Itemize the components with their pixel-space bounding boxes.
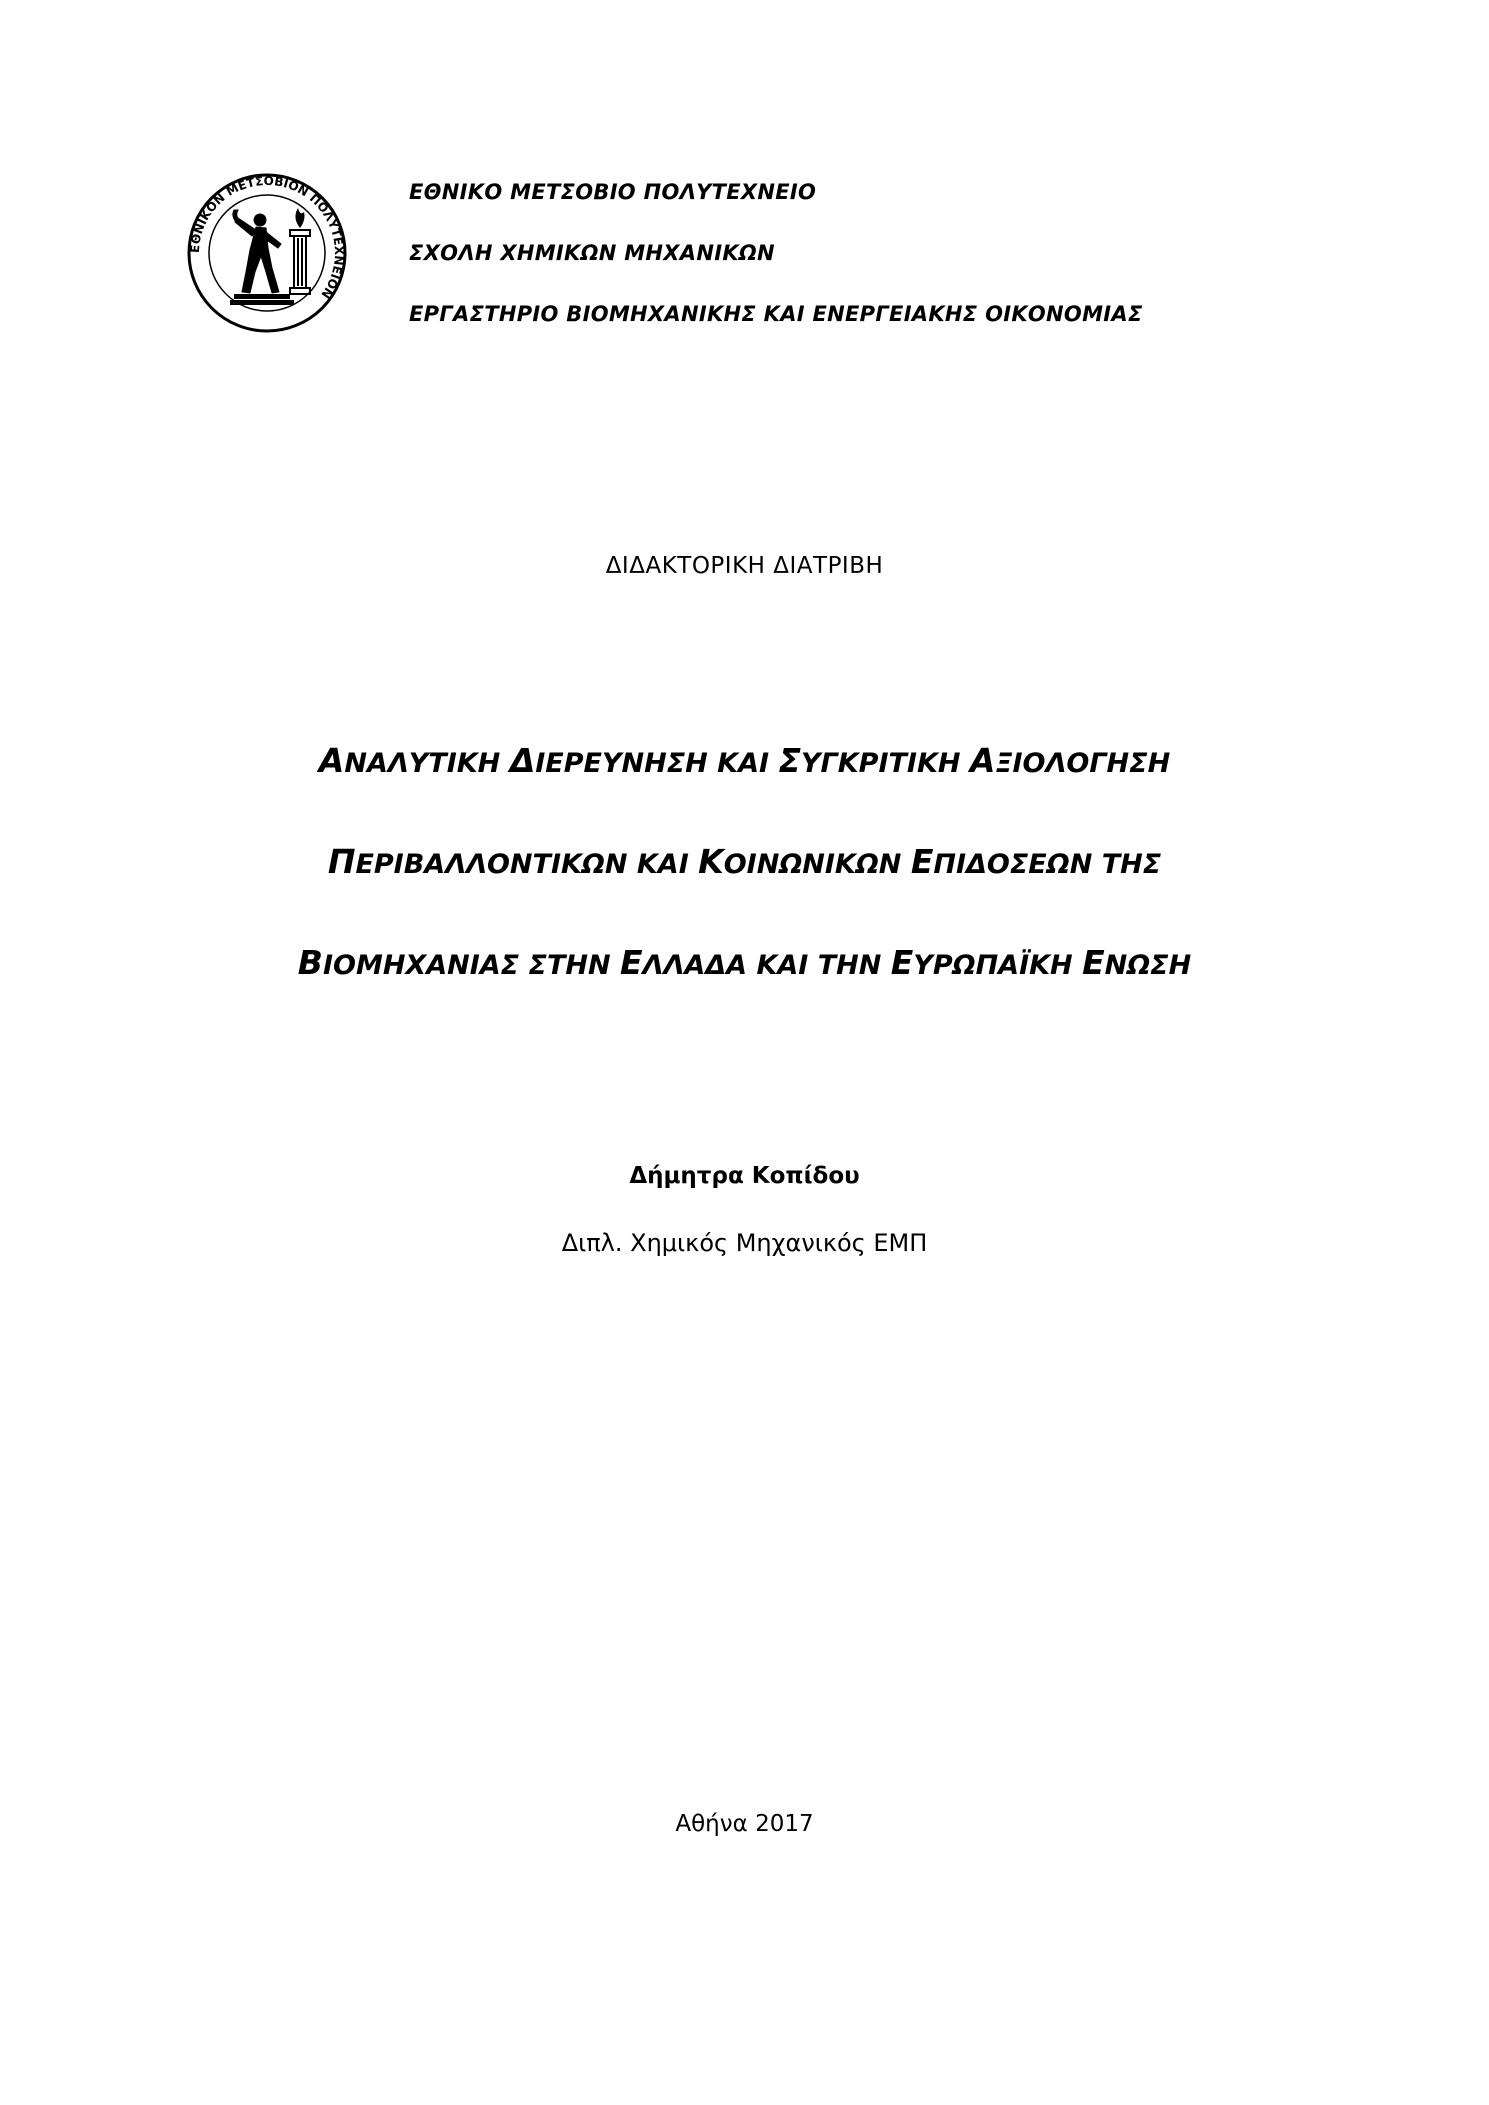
author-name: Δήμητρα Κοπίδου xyxy=(629,1163,860,1189)
thesis-title-line-1: ΑΝΑΛΥΤΙΚΗ ΔΙΕΡΕΥΝΗΣΗ ΚΑΙ ΣΥΓΚΡΙΤΙΚΗ ΑΞΙΟΛΟΓΗΣΗ xyxy=(318,741,1171,780)
university-seal-icon xyxy=(186,172,348,334)
author-degree: Διπλ. Χημικός Μηχανικός ΕΜΠ xyxy=(561,1229,928,1257)
thesis-title-line-2: ΠΕΡΙΒΑΛΛΟΝΤΙΚΩΝ ΚΑΙ ΚΟΙΝΩΝΙΚΩΝ ΕΠΙΔΟΣΕΩΝ ΤΗΣ xyxy=(327,842,1162,881)
svg-text:ΕΘΝΙΚΟΝ ΜΕΤΣΟΒΙΟΝ ΠΟΛΥΤΕΧΝΕΙΟΝ: ΕΘΝΙΚΟΝ ΜΕΤΣΟΒΙΟΝ ΠΟΛΥΤΕΧΝΕΙΟΝ xyxy=(187,173,347,302)
institution-block xyxy=(409,180,1409,363)
university-name: ΕΘΝΙΚΟ ΜΕΤΣΟΒΙΟ ΠΟΛΥΤΕΧΝΕΙΟ xyxy=(409,180,817,204)
school-name: ΣΧΟΛΗ ΧΗΜΙΚΩΝ ΜΗΧΑΝΙΚΩΝ xyxy=(409,241,775,265)
document-type: ΔΙΔΑΚΤΟΡΙΚΗ ΔΙΑΤΡΙΒΗ xyxy=(605,553,884,579)
laboratory-name: ΕΡΓΑΣΤΗΡΙΟ ΒΙΟΜΗΧΑΝΙΚΗΣ ΚΑΙ ΕΝΕΡΓΕΙΑΚΗΣ ΟΙΚΟΝΟΜΙΑΣ xyxy=(409,302,1143,326)
place-and-date: Αθήνα 2017 xyxy=(675,1811,814,1837)
thesis-title-line-3: ΒΙΟΜΗΧΑΝΙΑΣ ΣΤΗΝ ΕΛΛΑΔΑ ΚΑΙ ΤΗΝ ΕΥΡΩΠΑΪΚΗ ΕΝΩΣΗ xyxy=(297,943,1192,982)
